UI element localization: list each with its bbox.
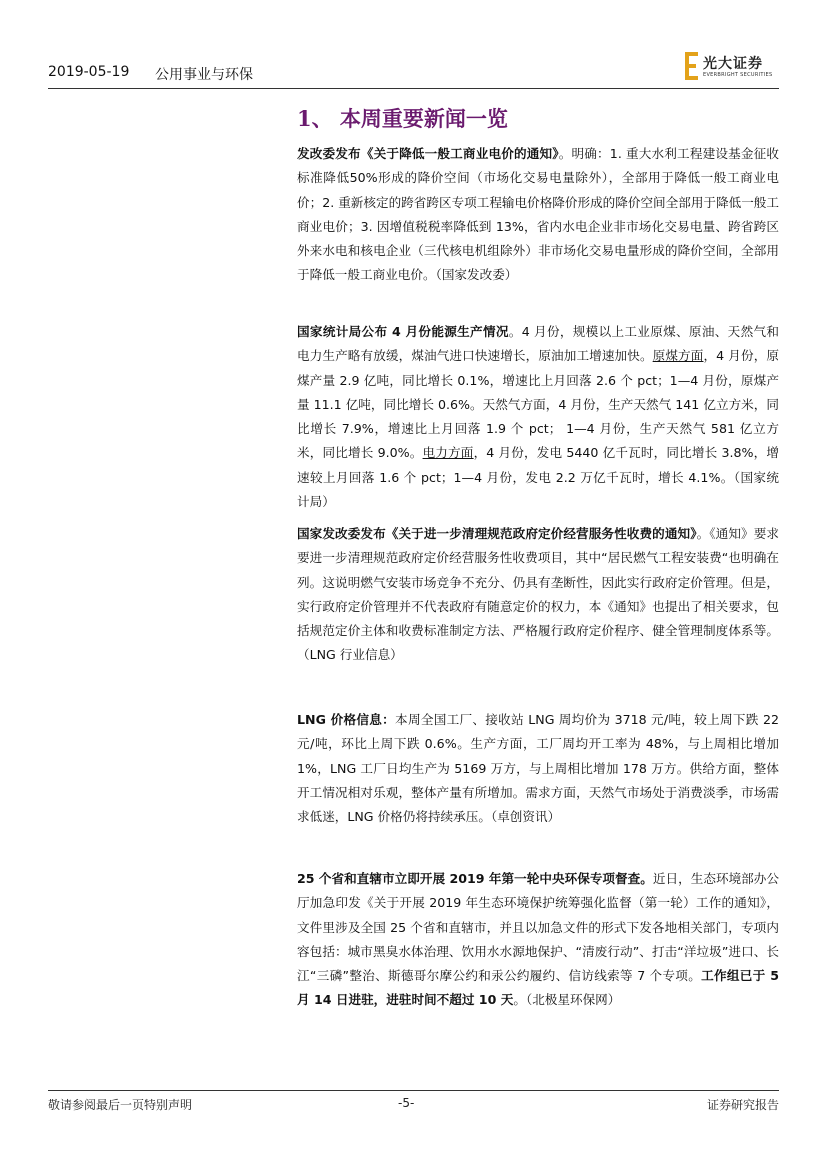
footer-disclaimer: 敬请参阅最后一页特别声明 (48, 1098, 193, 1112)
news-lead: 国家发改委发布《关于进一步清理规范政府定价经营服务性收费的通知》 (297, 526, 697, 541)
everbright-logo (685, 50, 777, 84)
news-highlight: 工作组已于 5 月 14 日进驻，进驻时间不超过 10 天 (297, 968, 779, 1008)
logo-english-text: EVERBRIGHT SECURITIES (703, 72, 773, 78)
page-number: -5- (398, 1096, 415, 1110)
page-header (48, 50, 779, 90)
logo-chinese-text: 光大证券 (703, 56, 763, 72)
news-body: ，4 月份，发电 5440 亿千瓦时，同比增长 3.8%，增速较上月回落 1.6 个 pct；1—4 月份，发电 2.2 万亿千瓦时，增长 4.1%。（国家统计局） (297, 445, 779, 510)
footer-report-type: 证券研究报告 (706, 1098, 779, 1112)
report-date: 2019-05-19 (48, 64, 130, 80)
everbright-logo-mark-icon (685, 52, 699, 80)
header-divider (48, 88, 779, 89)
news-item-env-inspection (297, 867, 779, 1013)
news-lead: LNG 价格信息： (297, 712, 396, 727)
news-item-pricing-notice (297, 522, 779, 668)
news-item-lng-price (297, 708, 779, 829)
news-lead: 25 个省和直辖市立即开展 2019 年第一轮中央环保专项督查。 (297, 871, 653, 886)
news-body: ，4 月份，原煤产量 2.9 亿吨，同比增长 0.1%，增速比上月回落 2.6 个 pct；1—4 月份，原煤产量 11.1 亿吨，同比增长 0.6%。天然气方面，4 月份，生产天然气 141 亿立方米，同比增长 7.9%，增速比上月回落 1.9 个 pct； 1—4 月份，生产天然气 581 亿立方米，同比增长 9.0%。 (297, 348, 779, 461)
news-body: 。明确：1. 重大水利工程建设基金征收标准降低50%形成的降价空间（市场化交易电量除外），全部用于降低一般工商业电价；2. 重新核定的跨省跨区专项工程输电价格降价形成的降价空间全部用于降低一般工商业电价；3. 因增值税税率降低到 13%，省内水电企业非市场化交易电量、跨省跨区外来水电和核电企业（三代核电机组除外）非市场化交易电量形成的降价空间，全部用于降低一般工商业电价。（国家发改委） (297, 146, 779, 283)
section-title: 1、 本周重要新闻一览 (297, 106, 508, 131)
footer-divider (48, 1090, 779, 1091)
news-lead: 发改委发布《关于降低一般工商业电价的通知》 (297, 146, 559, 161)
news-source: 。（北极星环保网） (513, 992, 621, 1008)
news-subheading-power: 电力方面 (422, 445, 474, 461)
news-body: 。4 月份，规模以上工业原煤、原油、天然气和电力生产略有放缓，煤油气进口快速增长，原油加工增速加快。 (297, 324, 779, 364)
report-sector: 公用事业与环保 (155, 67, 253, 83)
news-body: 近日，生态环境部办公厅加急印发《关于开展 2019 年生态环境保护统筹强化监督（第一轮）工作的通知》，文件里涉及全国 25 个省和直辖市，并且以加急文件的形式下发各地相关部门，专项内容包括：城市黑臭水体治理、饮用水水源地保护、“清废行动”、打击“洋垃圾”进口、长江“三磷”整治、斯德哥尔摩公约和汞公约履约、信访线索等 7 个专项。 (297, 871, 780, 984)
news-subheading-coal: 原煤方面 (652, 348, 704, 364)
news-body: 。《通知》要求要进一步清理规范政府定价经营服务性收费项目，其中“居民燃气工程安装费“也明确在列。这说明燃气安装市场竞争不充分、仍具有垄断性，因此实行政府定价管理。但是，实行政府定价管理并不代表政府有随意定价的权力，本《通知》也提出了相关要求，包括规范定价主体和收费标准制定方法、严格履行政府定价程序、健全管理制度体系等。（LNG 行业信息） (297, 526, 780, 663)
news-lead: 国家统计局公布 4 月份能源生产情况 (297, 324, 509, 339)
news-body: 本周全国工厂、接收站 LNG 周均价为 3718 元/吨，较上周下跌 22 元/吨，环比上周下跌 0.6%。生产方面，工厂周均开工率为 48%，与上周相比增加 1%，LNG 工厂日均生产为 5169 万方，与上周相比增加 178 万方。供给方面，整体开工情况相对乐观，整体产量有所增加。需求方面，天然气市场处于消费淡季，市场需求低迷，LNG 价格仍将持续承压。（卓创资讯） (297, 712, 779, 825)
news-item-energy-stats (297, 320, 779, 514)
news-item-ndrc-tariff (297, 142, 779, 288)
